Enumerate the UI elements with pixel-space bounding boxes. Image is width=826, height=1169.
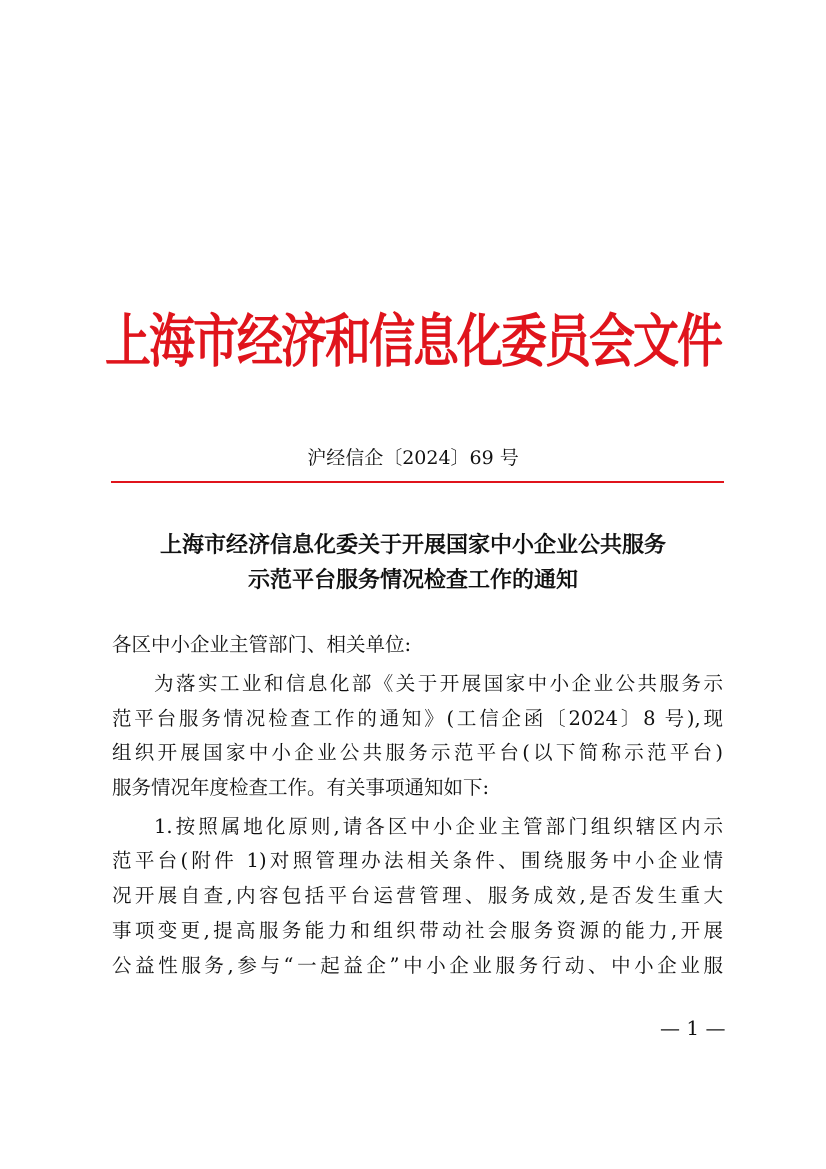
document-title-line-2: 示范平台服务情况检查工作的通知 [247, 567, 578, 593]
masthead: 上海市经济和信息化委员会文件 [105, 309, 721, 374]
body-line: 为落实工业和信息化部《关于开展国家中小企业公共服务示 [154, 672, 723, 695]
body-line: 范平台服务情况检查工作的通知》(工信企函〔2024〕8 号),现 [112, 707, 723, 730]
body-line: 范平台(附件 1)对照管理办法相关条件、围绕服务中小企业情 [112, 849, 723, 872]
body-line: 服务情况年度检查工作。有关事项通知如下: [112, 776, 490, 799]
document-title-line-1: 上海市经济信息化委关于开展国家中小企业公共服务 [159, 532, 666, 558]
red-divider [111, 481, 724, 483]
body-line: 1.按照属地化原则,请各区中小企业主管部门组织辖区内示 [154, 815, 723, 838]
salutation: 各区中小企业主管部门、相关单位: [112, 633, 412, 656]
body-line: 事项变更,提高服务能力和组织带动社会服务资源的能力,开展 [112, 919, 723, 942]
page-number: — 1 — [660, 1016, 726, 1040]
body-line: 公益性服务,参与“一起益企”中小企业服务行动、中小企业服 [112, 954, 723, 977]
body-line: 况开展自查,内容包括平台运营管理、服务成效,是否发生重大 [112, 884, 723, 907]
body-line: 组织开展国家中小企业公共服务示范平台(以下简称示范平台) [112, 741, 723, 764]
document-number: 沪经信企〔2024〕69 号 [307, 447, 519, 469]
